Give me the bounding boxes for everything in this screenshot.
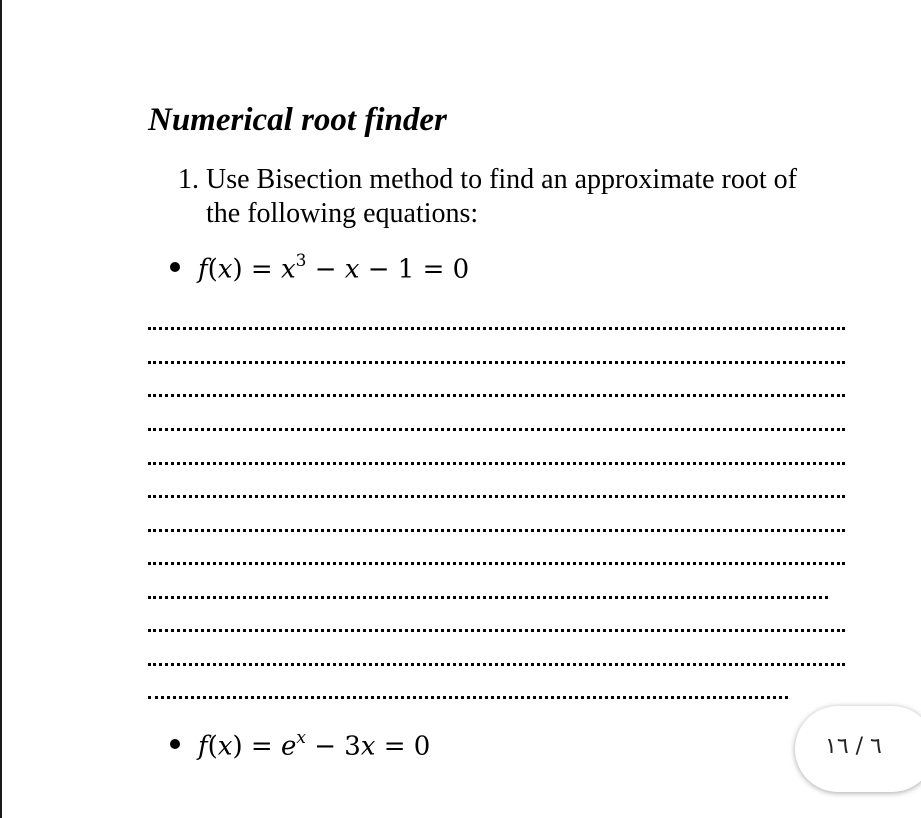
- equation-item-1: [170, 253, 469, 285]
- document-title: Numerical root finder: [148, 102, 447, 138]
- question-1: [178, 163, 858, 231]
- question-line-1: [178, 163, 858, 197]
- page-indicator-text: ٦ / ١٦: [825, 734, 882, 759]
- equation-1-prefix: f(x) = x: [198, 254, 296, 285]
- answer-line: [148, 596, 828, 599]
- answer-line: [148, 327, 845, 330]
- bullet-icon: [170, 739, 180, 749]
- equation-2: [198, 730, 430, 762]
- answer-line: [148, 629, 845, 632]
- equation-2-exponent: x: [296, 728, 306, 748]
- answer-line: [148, 562, 845, 565]
- question-number: 1.: [178, 164, 199, 195]
- bullet-icon: [170, 262, 180, 272]
- answer-line: [148, 529, 845, 532]
- equation-2-prefix: f(x) = e: [198, 731, 297, 762]
- answer-line: [148, 361, 845, 364]
- equation-2-suffix: − 3x = 0: [314, 731, 431, 762]
- answer-line: [148, 663, 845, 666]
- answer-line: [148, 428, 845, 431]
- answer-line: [148, 462, 845, 465]
- left-border: [0, 0, 2, 818]
- question-text-line-2: the following equations:: [206, 198, 479, 229]
- equation-item-2: [170, 730, 430, 762]
- answer-line: [148, 394, 845, 397]
- page-indicator[interactable]: [795, 706, 921, 792]
- answer-line: [148, 495, 845, 498]
- equation-1: [198, 253, 469, 285]
- equation-1-suffix: − x − 1 = 0: [314, 254, 470, 285]
- answer-line: [148, 696, 788, 699]
- question-text-line-1: Use Bisection method to find an approximate root of: [206, 164, 797, 195]
- equation-1-exponent: 3: [295, 251, 307, 271]
